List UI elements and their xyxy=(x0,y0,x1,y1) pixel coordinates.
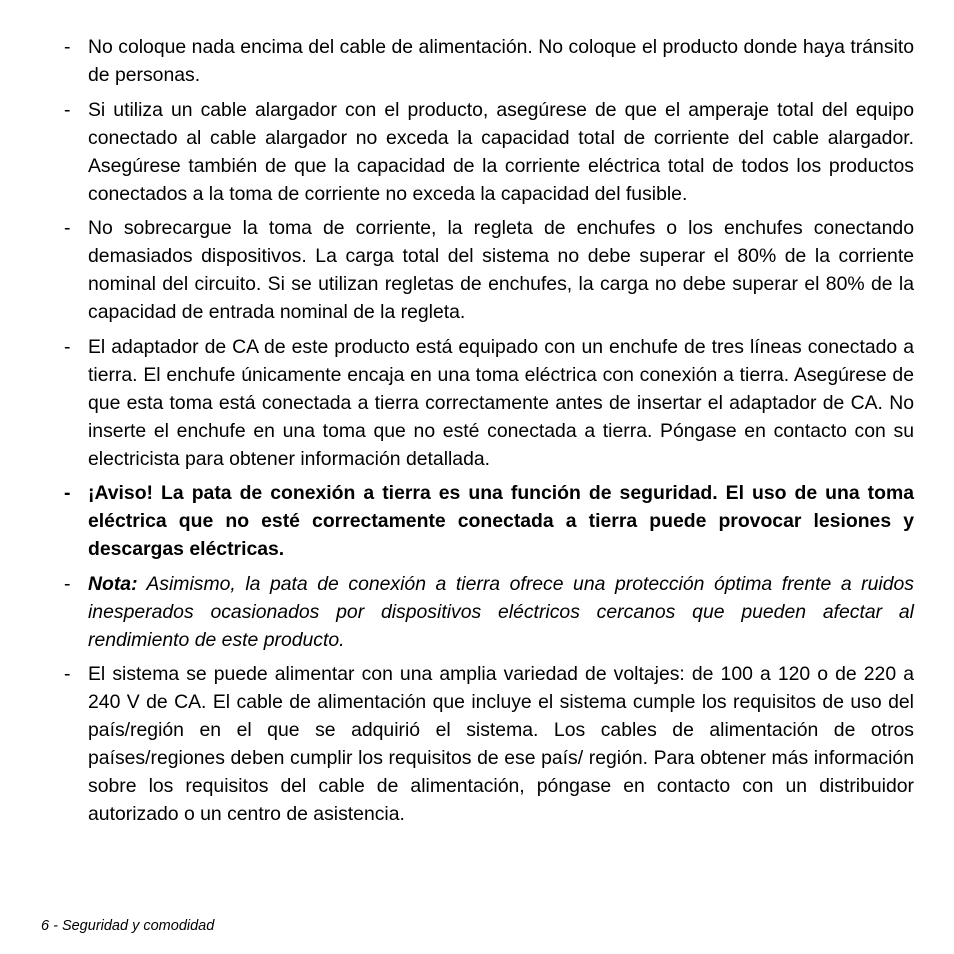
item-text: No sobrecargue la toma de corriente, la regleta de enchufes o los enchufes conectando demasiados dispositivos. La carga total del sistema no debe superar el 80% de la corriente nominal del circuito. Si se utilizan regletas de enchufes, la carga no debe superar el 80% de la capacidad de entrada nominal de la regleta. xyxy=(88,217,914,323)
bullet: - xyxy=(64,572,71,595)
list-item-ac-adapter xyxy=(62,333,914,473)
note-body xyxy=(88,573,914,651)
item-text: Si utiliza un cable alargador con el producto, asegúrese de que el amperaje total del equipo conectado al cable alargador no exceda la capacidad total de corriente del cable alargador. Asegúrese también de que la capacidad de la corriente eléctrica total de todos los productos conectados a la toma de corriente no exceda la capacidad del fusible. xyxy=(88,98,914,205)
item-text: El adaptador de CA de este producto está equipado con un enchufe de tres líneas conectado a tierra. El enchufe únicamente encaja en una toma eléctrica con conexión a tierra. Asegúrese de que esta toma está conectada a tierra correctamente antes de insertar el adaptador de CA. No inserte el enchufe en una toma que no esté conectada a tierra. Póngase en contacto con su electricista para obtener información detallada. xyxy=(88,335,914,470)
list-item-power-cable-placement xyxy=(62,33,914,89)
bullet: - xyxy=(64,335,71,358)
list-item-voltage xyxy=(62,660,914,828)
list-item-warning xyxy=(62,479,914,563)
item-text: No coloque nada encima del cable de alimentación. No coloque el producto donde haya tránsito de personas. xyxy=(88,36,914,86)
note-text: Asimismo, la pata de conexión a tierra ofrece una protección óptima frente a ruidos inesperados ocasionados por dispositivos eléctricos cercanos que pueden afectar al rendimiento de este producto. xyxy=(88,572,914,651)
bullet: - xyxy=(64,482,71,504)
item-text: El sistema se puede alimentar con una amplia variedad de voltajes: de 100 a 120 o de 220 a 240 V de CA. El cable de alimentación que incluye el sistema cumple los requisitos de uso del país/región en el que se adquirió el sistema. Los cables de alimentación de otros países/regiones deben cumplir los requisitos de ese país/ región. Para obtener más información sobre los requisitos del cable de alimentación, póngase en contacto con un distribuidor autorizado o un centro de asistencia. xyxy=(88,663,914,825)
list-item-extension-cord xyxy=(62,96,914,208)
bullet: - xyxy=(64,663,71,685)
bullet: - xyxy=(64,36,71,58)
note-label: Nota: xyxy=(88,572,138,595)
page-footer: 6 - Seguridad y comodidad xyxy=(41,918,215,934)
warning-text: ¡Aviso! La pata de conexión a tierra es una función de seguridad. El uso de una toma eléctrica que no esté correctamente conectada a tierra puede provocar lesiones y descargas eléctricas. xyxy=(88,482,914,560)
safety-instructions-list xyxy=(62,33,914,835)
bullet: - xyxy=(64,98,71,121)
list-item-note xyxy=(62,570,914,654)
bullet: - xyxy=(64,217,71,239)
list-item-overload xyxy=(62,214,914,326)
